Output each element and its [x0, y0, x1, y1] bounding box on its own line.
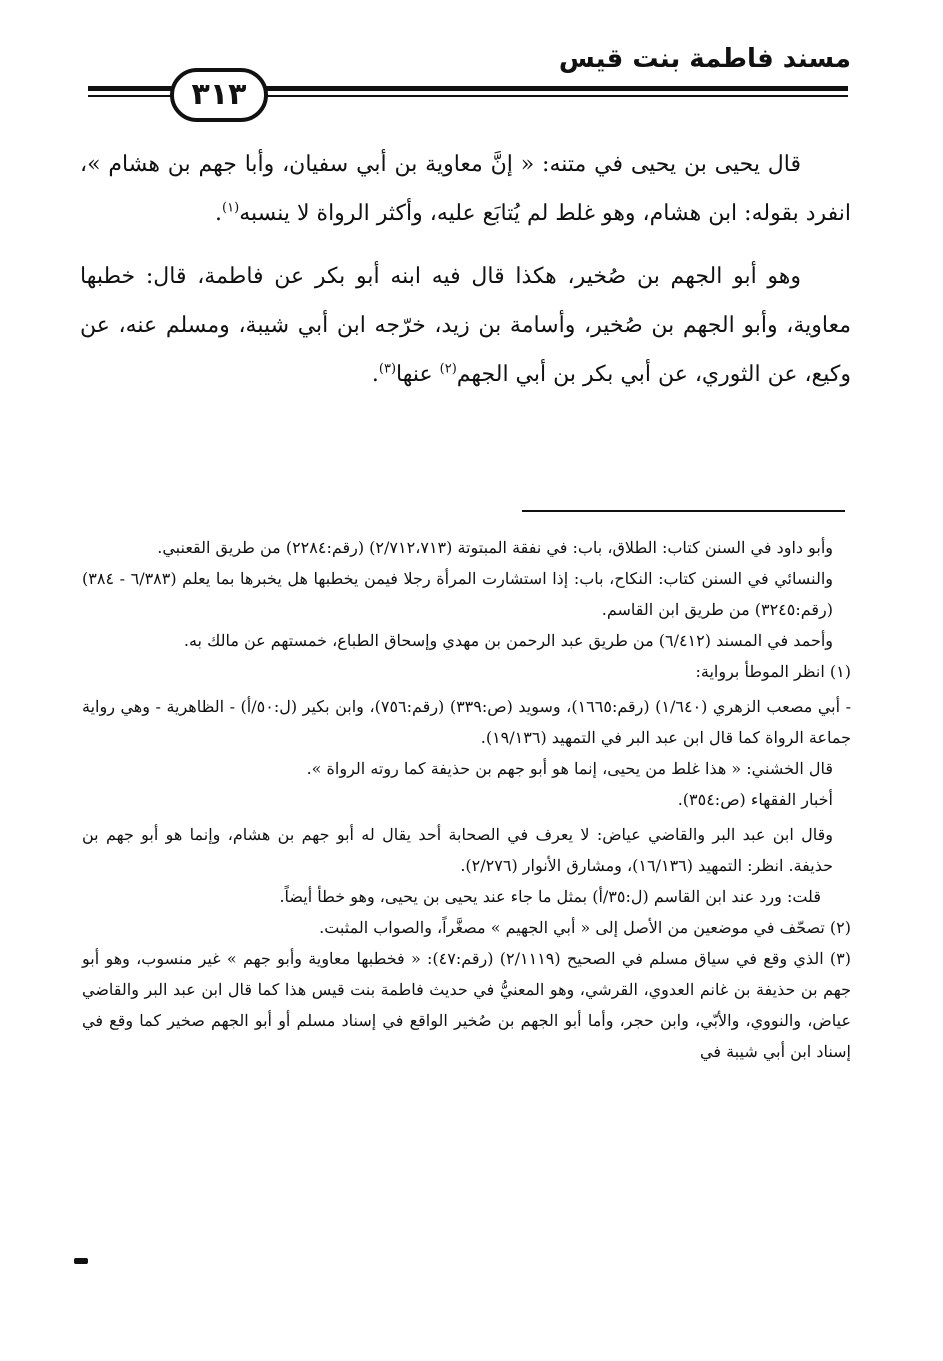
- footnote-line: أخبار الفقهاء (ص:٣٥٤).: [677, 790, 833, 809]
- footnote-marker: (٣): [378, 361, 397, 377]
- footnote-line: (١) انظر الموطأ برواية:: [695, 662, 851, 681]
- main-paragraph-text: قال يحيى بن يحيى في متنه: « إنَّ معاوية بن أبي سفيان، وأبا جهم بن هشام »، انفرد بقوله: ابن هشام، وهو غلط لم يُتابَع عليه، وأكثر الرواة لا ينسبه: [80, 152, 851, 226]
- footnote-line: والنسائي في السنن كتاب: النكاح، باب: إذا استشارت المرأة رجلا فيمن يخطبها هل يخبرها بما يعلم (٦/٣٨٣ - ٣٨٤) (رقم:٣٢٤٥) من طريق ابن القاسم.: [82, 569, 834, 619]
- paragraph-end: .: [215, 201, 223, 226]
- footnote-marker: (٢): [439, 361, 457, 377]
- page-number: ٣١٣: [170, 68, 268, 122]
- printer-mark: [74, 1258, 88, 1264]
- main-text: [80, 140, 851, 399]
- footnote-line: وقال ابن عبد البر والقاضي عياض: لا يعرف في الصحابة أحد يقال له أبو جهم بن هشام، وإنما هو أبو جهم بن حذيفة. انظر: التمهيد (١٦/١٣٦)، ومشارق الأنوار (٢/٢٧٦).: [82, 825, 833, 875]
- main-paragraph-tail: عنها: [396, 362, 440, 387]
- main-paragraph: [80, 252, 851, 399]
- footnote-line: قلت: ورد عند ابن القاسم (ل:٣٥/أ) بمثل ما جاء عند يحيى بن يحيى، وهو خطأ أيضاً.: [279, 887, 821, 906]
- footnote-marker: (١): [222, 200, 240, 216]
- footnote-line: - أبي مصعب الزهري (١/٦٤٠) (رقم:١٦٦٥)، وسويد (ص:٣٣٩) (رقم:٧٥٦)، وابن بكير (ل:٥٠/أ) - الظاهرية - وهي رواية جماعة الرواة كما قال ابن عبد البر في التمهيد (١٩/١٣٦).: [82, 697, 852, 747]
- main-paragraph: [80, 140, 851, 238]
- footnote-line: قال الخشني: « هذا غلط من يحيى، إنما هو أبو جهم بن حذيفة كما روته الرواة ».: [306, 759, 833, 778]
- footnotes: [82, 532, 851, 1067]
- footnote-line: وأبو داود في السنن كتاب: الطلاق، باب: في نفقة المبتوتة (٢/٧١٢،٧١٣) (رقم:٢٢٨٤) من طريق القعنبي.: [157, 538, 833, 557]
- footnote-line: (٣) الذي وقع في سياق مسلم في الصحيح (٢/١١١٩) (رقم:٤٧): « فخطبها معاوية وأبو جهم » غير منسوب، وهو أبو جهم بن حذيفة بن غانم العدوي، القرشي، وهو المعنيُّ في حديث فاطمة بنت قيس هذا كما قال ابن عبد البر والقاضي عياض، والنووي، والأبّي، وابن حجر، وأما أبو الجهم بن صُخير الواقع في إسناد مسلم أو أبو الجهم صخير كما وقع في إسناد ابن أبي شيبة في: [82, 949, 852, 1061]
- footnote-separator: [522, 510, 845, 512]
- footnote-line: وأحمد في المسند (٦/٤١٢) من طريق عبد الرحمن بن مهدي وإسحاق الطباع، خمستهم عن مالك به.: [183, 631, 833, 650]
- footnote-line: (٢) تصحّف في موضعين من الأصل إلى « أبي الجهيم » مصغَّراً، والصواب المثبت.: [319, 918, 851, 937]
- paragraph-end: .: [371, 362, 379, 387]
- running-header-title: مسند فاطمة بنت قيس: [558, 44, 851, 74]
- main-paragraph-text: وهو أبو الجهم بن صُخير، هكذا قال فيه ابنه أبو بكر عن فاطمة، قال: خطبها معاوية، وأبو الجهم بن صُخير، وأسامة بن زيد، خرّجه ابن أبي شيبة، ومسلم عنه، عن وكيع، عن الثوري، عن أبي بكر بن أبي الجهم: [80, 264, 851, 387]
